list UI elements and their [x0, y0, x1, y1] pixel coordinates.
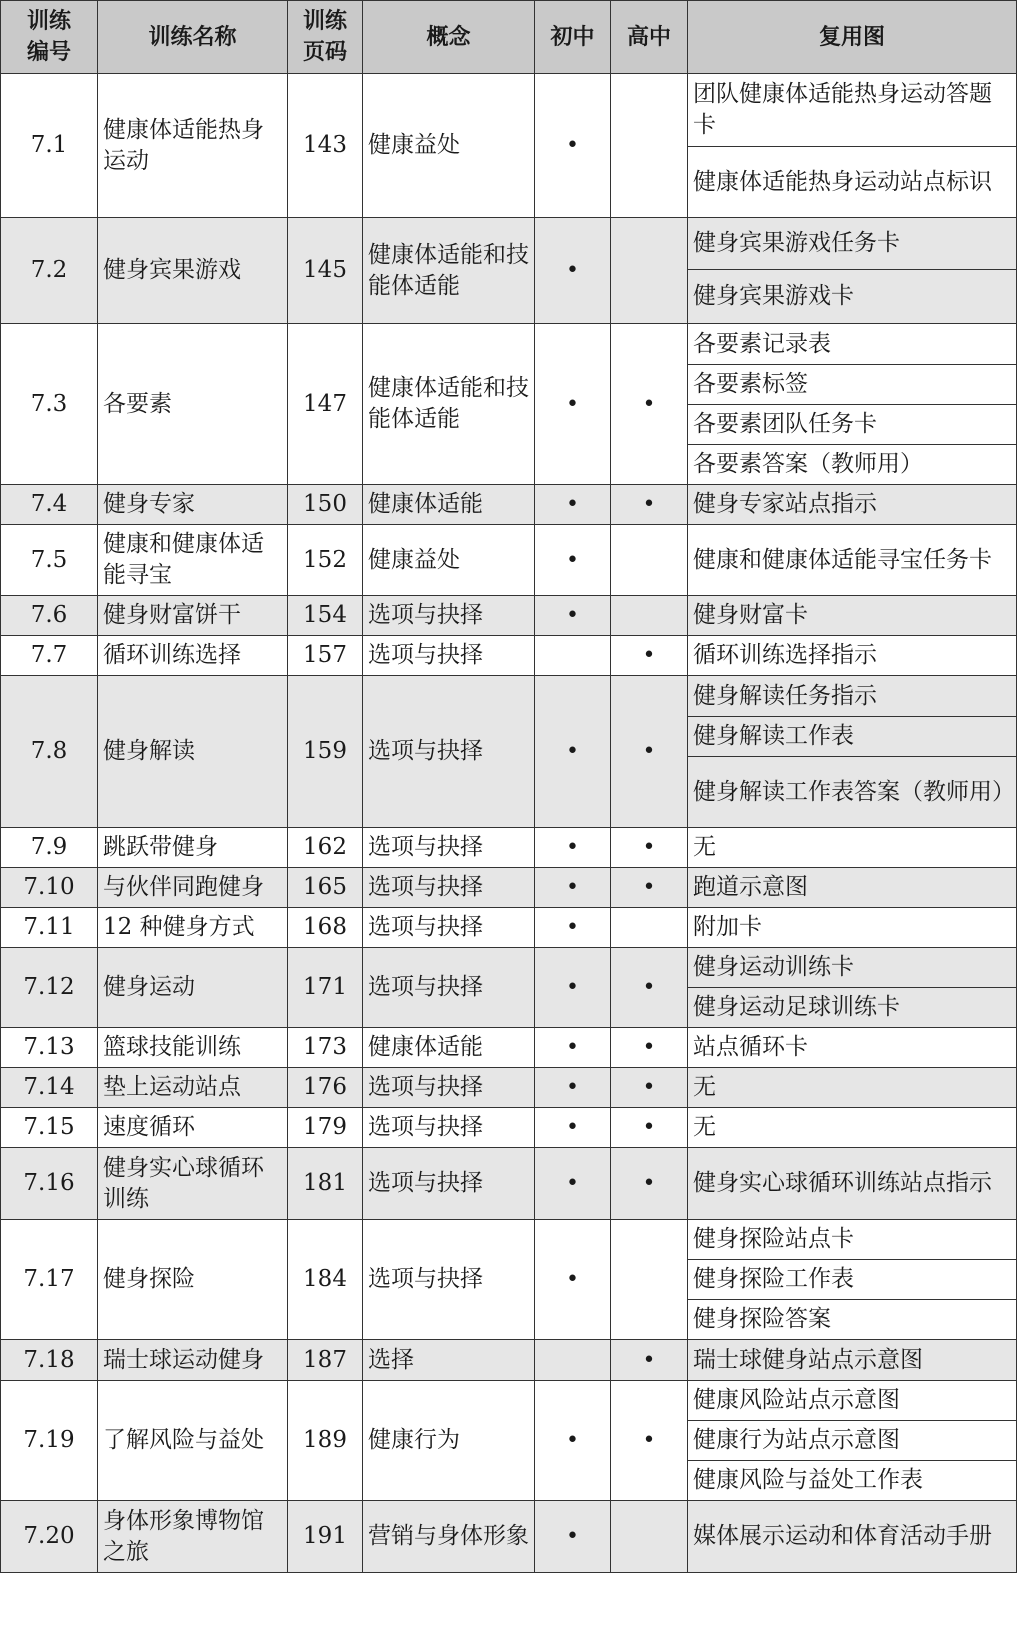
- concept: 选择: [363, 1340, 535, 1381]
- training-number: 7.17: [1, 1220, 98, 1340]
- training-page: 150: [288, 485, 363, 525]
- training-number: 7.6: [1, 596, 98, 636]
- table-row: [1, 218, 1017, 270]
- training-number: 7.15: [1, 1108, 98, 1148]
- reuse-figure: 健身实心球循环训练站点指示: [688, 1148, 1017, 1220]
- training-number: 7.3: [1, 324, 98, 485]
- training-page: 154: [288, 596, 363, 636]
- reuse-figure: 瑞士球健身站点示意图: [688, 1340, 1017, 1381]
- reuse-figure: 健康体适能热身运动站点标识: [688, 147, 1017, 218]
- junior-high-mark: •: [535, 868, 611, 908]
- training-name: 各要素: [98, 324, 288, 485]
- training-page: 184: [288, 1220, 363, 1340]
- senior-high-mark: [611, 74, 688, 218]
- junior-high-mark: •: [535, 1068, 611, 1108]
- training-number: 7.18: [1, 1340, 98, 1381]
- training-name: 12 种健身方式: [98, 908, 288, 948]
- reuse-figure: 各要素标签: [688, 365, 1017, 405]
- training-page: 176: [288, 1068, 363, 1108]
- senior-high-mark: •: [611, 828, 688, 868]
- table-row: [1, 1220, 1017, 1260]
- concept: 健康益处: [363, 525, 535, 596]
- table-row: [1, 676, 1017, 717]
- reuse-figure: 健身解读任务指示: [688, 676, 1017, 717]
- concept: 选项与抉择: [363, 1220, 535, 1340]
- training-page: 162: [288, 828, 363, 868]
- junior-high-mark: •: [535, 596, 611, 636]
- table-row: [1, 908, 1017, 948]
- reuse-figure: 站点循环卡: [688, 1028, 1017, 1068]
- concept: 健康行为: [363, 1381, 535, 1501]
- table-row: [1, 948, 1017, 988]
- training-name: 健身财富饼干: [98, 596, 288, 636]
- senior-high-mark: [611, 1220, 688, 1340]
- senior-high-mark: •: [611, 1068, 688, 1108]
- concept: 选项与抉择: [363, 676, 535, 828]
- header-training-page: 训练页码: [288, 1, 363, 74]
- junior-high-mark: [535, 1340, 611, 1381]
- reuse-figure: 各要素答案（教师用）: [688, 445, 1017, 485]
- senior-high-mark: •: [611, 676, 688, 828]
- senior-high-mark: [611, 525, 688, 596]
- training-name: 瑞士球运动健身: [98, 1340, 288, 1381]
- header-reuse-figures: 复用图: [688, 1, 1017, 74]
- training-number: 7.5: [1, 525, 98, 596]
- junior-high-mark: •: [535, 485, 611, 525]
- reuse-figure: 附加卡: [688, 908, 1017, 948]
- table-row: [1, 485, 1017, 525]
- senior-high-mark: •: [611, 1340, 688, 1381]
- senior-high-mark: [611, 1501, 688, 1573]
- junior-high-mark: •: [535, 1501, 611, 1573]
- junior-high-mark: •: [535, 948, 611, 1028]
- training-number: 7.7: [1, 636, 98, 676]
- concept: 健康体适能和技能体适能: [363, 218, 535, 324]
- junior-high-mark: •: [535, 324, 611, 485]
- table-row: [1, 525, 1017, 596]
- reuse-figure: 无: [688, 1068, 1017, 1108]
- senior-high-mark: •: [611, 868, 688, 908]
- training-page: 187: [288, 1340, 363, 1381]
- senior-high-mark: •: [611, 485, 688, 525]
- concept: 选项与抉择: [363, 868, 535, 908]
- senior-high-mark: •: [611, 948, 688, 1028]
- training-number: 7.2: [1, 218, 98, 324]
- table-row: [1, 1340, 1017, 1381]
- training-name: 健身解读: [98, 676, 288, 828]
- senior-high-mark: •: [611, 1148, 688, 1220]
- training-name: 身体形象博物馆之旅: [98, 1501, 288, 1573]
- header-junior-high: 初中: [535, 1, 611, 74]
- senior-high-mark: •: [611, 324, 688, 485]
- junior-high-mark: •: [535, 908, 611, 948]
- concept: 健康体适能和技能体适能: [363, 324, 535, 485]
- junior-high-mark: •: [535, 218, 611, 324]
- reuse-figure: 无: [688, 828, 1017, 868]
- reuse-figure: 循环训练选择指示: [688, 636, 1017, 676]
- concept: 选项与抉择: [363, 828, 535, 868]
- senior-high-mark: •: [611, 1381, 688, 1501]
- junior-high-mark: •: [535, 828, 611, 868]
- reuse-figure: 无: [688, 1108, 1017, 1148]
- training-number: 7.1: [1, 74, 98, 218]
- senior-high-mark: •: [611, 1108, 688, 1148]
- concept: 选项与抉择: [363, 596, 535, 636]
- training-name: 健身实心球循环训练: [98, 1148, 288, 1220]
- training-number: 7.14: [1, 1068, 98, 1108]
- reuse-figure: 各要素记录表: [688, 324, 1017, 365]
- junior-high-mark: •: [535, 1381, 611, 1501]
- reuse-figure: 健康风险站点示意图: [688, 1381, 1017, 1421]
- training-number: 7.19: [1, 1381, 98, 1501]
- header-concept: 概念: [363, 1, 535, 74]
- training-page: 191: [288, 1501, 363, 1573]
- reuse-figure: 健身探险工作表: [688, 1260, 1017, 1300]
- training-name: 健身探险: [98, 1220, 288, 1340]
- training-number: 7.20: [1, 1501, 98, 1573]
- junior-high-mark: •: [535, 1108, 611, 1148]
- junior-high-mark: •: [535, 74, 611, 218]
- training-name: 速度循环: [98, 1108, 288, 1148]
- table-row: [1, 74, 1017, 147]
- table-row: [1, 1068, 1017, 1108]
- reuse-figure: 跑道示意图: [688, 868, 1017, 908]
- senior-high-mark: [611, 908, 688, 948]
- reuse-figure: 健康和健康体适能寻宝任务卡: [688, 525, 1017, 596]
- senior-high-mark: [611, 218, 688, 324]
- concept: 健康体适能: [363, 485, 535, 525]
- training-name: 健身专家: [98, 485, 288, 525]
- concept: 营销与身体形象: [363, 1501, 535, 1573]
- concept: 选项与抉择: [363, 1148, 535, 1220]
- training-page: 179: [288, 1108, 363, 1148]
- training-number: 7.13: [1, 1028, 98, 1068]
- training-page: 189: [288, 1381, 363, 1501]
- training-name: 健康和健康体适能寻宝: [98, 525, 288, 596]
- training-name: 跳跃带健身: [98, 828, 288, 868]
- senior-high-mark: [611, 596, 688, 636]
- concept: 选项与抉择: [363, 948, 535, 1028]
- reuse-figure: 健身解读工作表答案（教师用）: [688, 757, 1017, 828]
- junior-high-mark: •: [535, 1220, 611, 1340]
- table-row: [1, 1108, 1017, 1148]
- concept: 选项与抉择: [363, 1108, 535, 1148]
- training-page: 147: [288, 324, 363, 485]
- junior-high-mark: •: [535, 1028, 611, 1068]
- table-row: [1, 1501, 1017, 1573]
- training-page: 145: [288, 218, 363, 324]
- training-page: 168: [288, 908, 363, 948]
- table-body: [1, 74, 1017, 1573]
- senior-high-mark: •: [611, 636, 688, 676]
- reuse-figure: 健康行为站点示意图: [688, 1421, 1017, 1461]
- training-number: 7.10: [1, 868, 98, 908]
- header-row: [1, 1, 1017, 74]
- table-row: [1, 596, 1017, 636]
- header-training-name: 训练名称: [98, 1, 288, 74]
- table-row: [1, 1028, 1017, 1068]
- table-row: [1, 828, 1017, 868]
- training-page: 143: [288, 74, 363, 218]
- table-header: [1, 1, 1017, 74]
- training-number: 7.11: [1, 908, 98, 948]
- training-name: 健康体适能热身运动: [98, 74, 288, 218]
- reuse-figure: 健身专家站点指示: [688, 485, 1017, 525]
- concept: 选项与抉择: [363, 1068, 535, 1108]
- reuse-figure: 健身财富卡: [688, 596, 1017, 636]
- reuse-figure: 各要素团队任务卡: [688, 405, 1017, 445]
- reuse-figure: 健身运动训练卡: [688, 948, 1017, 988]
- training-page: 165: [288, 868, 363, 908]
- junior-high-mark: •: [535, 1148, 611, 1220]
- training-page: 152: [288, 525, 363, 596]
- junior-high-mark: •: [535, 676, 611, 828]
- reuse-figure: 健身运动足球训练卡: [688, 988, 1017, 1028]
- training-name: 了解风险与益处: [98, 1381, 288, 1501]
- reuse-figure: 健身探险答案: [688, 1300, 1017, 1340]
- header-senior-high: 高中: [611, 1, 688, 74]
- table-row: [1, 1148, 1017, 1220]
- concept: 选项与抉择: [363, 908, 535, 948]
- training-number: 7.16: [1, 1148, 98, 1220]
- training-number: 7.9: [1, 828, 98, 868]
- concept: 选项与抉择: [363, 636, 535, 676]
- training-page: 181: [288, 1148, 363, 1220]
- training-page: 159: [288, 676, 363, 828]
- training-number: 7.12: [1, 948, 98, 1028]
- reuse-figure: 健身宾果游戏任务卡: [688, 218, 1017, 270]
- concept: 健康益处: [363, 74, 535, 218]
- training-number: 7.4: [1, 485, 98, 525]
- reuse-figure: 健身宾果游戏卡: [688, 270, 1017, 324]
- training-page: 171: [288, 948, 363, 1028]
- reuse-figure: 媒体展示运动和体育活动手册: [688, 1501, 1017, 1573]
- training-name: 与伙伴同跑健身: [98, 868, 288, 908]
- header-training-number: 训练编号: [1, 1, 98, 74]
- table-row: [1, 868, 1017, 908]
- junior-high-mark: •: [535, 525, 611, 596]
- table-row: [1, 1381, 1017, 1421]
- reuse-figure: 团队健康体适能热身运动答题卡: [688, 74, 1017, 147]
- training-page: 173: [288, 1028, 363, 1068]
- table-row: [1, 324, 1017, 365]
- training-name: 健身宾果游戏: [98, 218, 288, 324]
- table-row: [1, 636, 1017, 676]
- senior-high-mark: •: [611, 1028, 688, 1068]
- training-name: 循环训练选择: [98, 636, 288, 676]
- junior-high-mark: [535, 636, 611, 676]
- reuse-figure: 健身探险站点卡: [688, 1220, 1017, 1260]
- training-name: 篮球技能训练: [98, 1028, 288, 1068]
- training-number: 7.8: [1, 676, 98, 828]
- training-name: 垫上运动站点: [98, 1068, 288, 1108]
- training-name: 健身运动: [98, 948, 288, 1028]
- reuse-figure: 健康风险与益处工作表: [688, 1461, 1017, 1501]
- reuse-figure: 健身解读工作表: [688, 717, 1017, 757]
- concept: 健康体适能: [363, 1028, 535, 1068]
- training-page: 157: [288, 636, 363, 676]
